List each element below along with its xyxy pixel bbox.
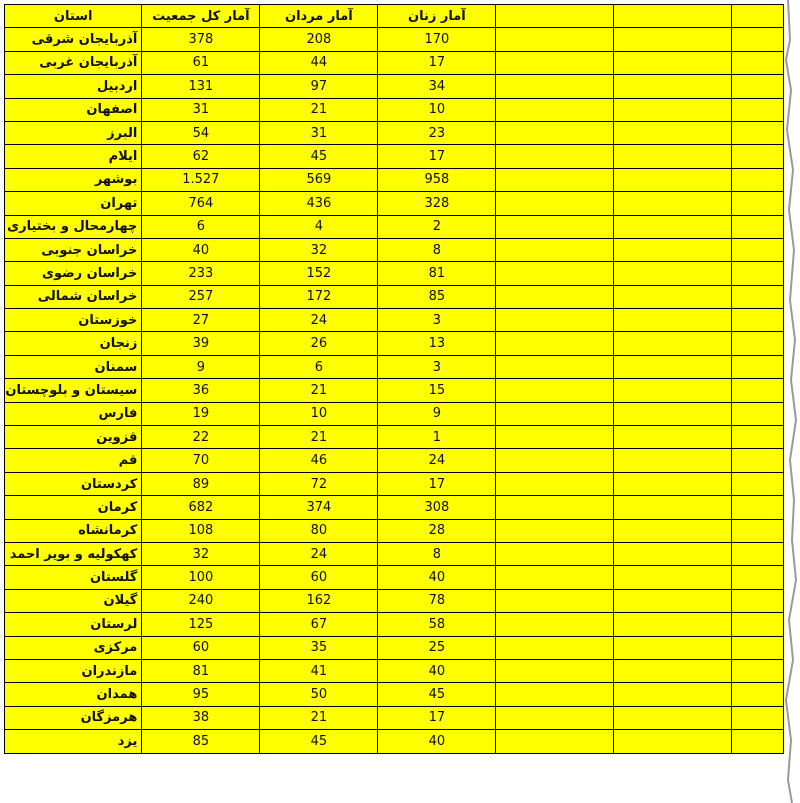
empty-cell[interactable] bbox=[614, 309, 732, 332]
table-row bbox=[5, 519, 784, 542]
women-cell[interactable]: 8 bbox=[378, 542, 496, 565]
table-row bbox=[5, 145, 784, 168]
empty-cell[interactable] bbox=[614, 355, 732, 378]
total-cell[interactable]: 131 bbox=[142, 75, 260, 98]
empty-cell[interactable] bbox=[614, 542, 732, 565]
province-cell[interactable]: سیستان و بلوچستان bbox=[5, 379, 142, 402]
men-cell[interactable]: 45 bbox=[260, 145, 378, 168]
men-cell[interactable]: 152 bbox=[260, 262, 378, 285]
empty-cell[interactable] bbox=[614, 379, 732, 402]
men-cell[interactable]: 208 bbox=[260, 28, 378, 51]
empty-cell[interactable] bbox=[496, 706, 614, 729]
total-cell[interactable]: 6 bbox=[142, 215, 260, 238]
province-cell[interactable]: گلستان bbox=[5, 566, 142, 589]
province-cell[interactable]: کهکولیه و بویر احمد bbox=[5, 542, 142, 565]
table-row bbox=[5, 542, 784, 565]
men-cell[interactable]: 172 bbox=[260, 285, 378, 308]
empty-cell[interactable] bbox=[614, 636, 732, 659]
empty-cell[interactable] bbox=[614, 51, 732, 74]
total-cell[interactable]: 70 bbox=[142, 449, 260, 472]
total-cell[interactable]: 32 bbox=[142, 542, 260, 565]
empty-cell[interactable] bbox=[496, 730, 614, 753]
empty-cell[interactable] bbox=[614, 121, 732, 144]
men-cell[interactable]: 24 bbox=[260, 542, 378, 565]
province-cell[interactable]: ایلام bbox=[5, 145, 142, 168]
empty-cell[interactable] bbox=[496, 426, 614, 449]
empty-cell[interactable] bbox=[496, 449, 614, 472]
table-row bbox=[5, 28, 784, 51]
empty-cell[interactable] bbox=[614, 426, 732, 449]
province-cell[interactable]: آذربایجان شرقی bbox=[5, 28, 142, 51]
table-row bbox=[5, 309, 784, 332]
empty-cell[interactable] bbox=[496, 613, 614, 636]
empty-cell[interactable] bbox=[614, 566, 732, 589]
total-cell[interactable]: 31 bbox=[142, 98, 260, 121]
total-cell[interactable]: 62 bbox=[142, 145, 260, 168]
header-men[interactable]: آمار مردان bbox=[260, 5, 378, 28]
women-cell[interactable]: 40 bbox=[378, 730, 496, 753]
empty-cell[interactable] bbox=[496, 496, 614, 519]
province-cell[interactable]: چهارمحال و بختیاری bbox=[5, 215, 142, 238]
province-cell[interactable]: خراسان جنوبی bbox=[5, 238, 142, 261]
table-row bbox=[5, 75, 784, 98]
total-cell[interactable]: 1.527 bbox=[142, 168, 260, 191]
women-cell[interactable]: 17 bbox=[378, 145, 496, 168]
empty-cell[interactable] bbox=[614, 472, 732, 495]
empty-cell[interactable] bbox=[496, 309, 614, 332]
table-row bbox=[5, 402, 784, 425]
women-cell[interactable]: 40 bbox=[378, 659, 496, 682]
table-row bbox=[5, 355, 784, 378]
empty-cell[interactable] bbox=[614, 613, 732, 636]
total-cell[interactable]: 27 bbox=[142, 309, 260, 332]
women-cell[interactable]: 8 bbox=[378, 238, 496, 261]
women-cell[interactable]: 328 bbox=[378, 192, 496, 215]
table-row bbox=[5, 730, 784, 753]
province-cell[interactable]: همدان bbox=[5, 683, 142, 706]
total-cell[interactable]: 85 bbox=[142, 730, 260, 753]
empty-cell[interactable] bbox=[614, 285, 732, 308]
total-cell[interactable]: 54 bbox=[142, 121, 260, 144]
total-cell[interactable]: 378 bbox=[142, 28, 260, 51]
women-cell[interactable]: 25 bbox=[378, 636, 496, 659]
men-cell[interactable]: 32 bbox=[260, 238, 378, 261]
men-cell[interactable]: 67 bbox=[260, 613, 378, 636]
table-row bbox=[5, 449, 784, 472]
women-cell[interactable]: 78 bbox=[378, 589, 496, 612]
empty-cell[interactable] bbox=[614, 238, 732, 261]
empty-cell[interactable] bbox=[496, 192, 614, 215]
empty-cell[interactable] bbox=[614, 98, 732, 121]
empty-cell[interactable] bbox=[496, 5, 614, 28]
table-row bbox=[5, 636, 784, 659]
total-cell[interactable]: 19 bbox=[142, 402, 260, 425]
men-cell[interactable]: 21 bbox=[260, 426, 378, 449]
empty-cell[interactable] bbox=[496, 379, 614, 402]
women-cell[interactable]: 58 bbox=[378, 613, 496, 636]
province-cell[interactable]: خراسان رضوی bbox=[5, 262, 142, 285]
men-cell[interactable]: 31 bbox=[260, 121, 378, 144]
total-cell[interactable]: 89 bbox=[142, 472, 260, 495]
table-row bbox=[5, 238, 784, 261]
table-row bbox=[5, 659, 784, 682]
total-cell[interactable]: 81 bbox=[142, 659, 260, 682]
women-cell[interactable]: 3 bbox=[378, 309, 496, 332]
men-cell[interactable]: 4 bbox=[260, 215, 378, 238]
province-cell[interactable]: آذربایجان غربی bbox=[5, 51, 142, 74]
women-cell[interactable]: 308 bbox=[378, 496, 496, 519]
men-cell[interactable]: 46 bbox=[260, 449, 378, 472]
total-cell[interactable]: 40 bbox=[142, 238, 260, 261]
province-cell[interactable]: خراسان شمالی bbox=[5, 285, 142, 308]
province-cell[interactable]: گیلان bbox=[5, 589, 142, 612]
empty-cell[interactable] bbox=[614, 5, 732, 28]
total-cell[interactable]: 95 bbox=[142, 683, 260, 706]
province-cell[interactable]: قزوین bbox=[5, 426, 142, 449]
men-cell[interactable]: 26 bbox=[260, 332, 378, 355]
table-row bbox=[5, 332, 784, 355]
province-cell[interactable]: کردستان bbox=[5, 472, 142, 495]
table-row bbox=[5, 98, 784, 121]
empty-cell[interactable] bbox=[614, 659, 732, 682]
total-cell[interactable]: 100 bbox=[142, 566, 260, 589]
empty-cell[interactable] bbox=[496, 472, 614, 495]
header-row bbox=[5, 5, 784, 28]
empty-cell[interactable] bbox=[614, 145, 732, 168]
header-total[interactable]: آمار کل جمعیت bbox=[142, 5, 260, 28]
women-cell[interactable]: 24 bbox=[378, 449, 496, 472]
province-cell[interactable]: قم bbox=[5, 449, 142, 472]
empty-cell[interactable] bbox=[496, 519, 614, 542]
header-women[interactable]: آمار زنان bbox=[378, 5, 496, 28]
province-cell[interactable]: زنجان bbox=[5, 332, 142, 355]
men-cell[interactable]: 72 bbox=[260, 472, 378, 495]
table-row bbox=[5, 566, 784, 589]
table-row bbox=[5, 51, 784, 74]
empty-cell[interactable] bbox=[496, 402, 614, 425]
empty-cell[interactable] bbox=[496, 636, 614, 659]
total-cell[interactable]: 125 bbox=[142, 613, 260, 636]
empty-cell[interactable] bbox=[614, 215, 732, 238]
province-cell[interactable]: یزد bbox=[5, 730, 142, 753]
men-cell[interactable]: 60 bbox=[260, 566, 378, 589]
total-cell[interactable]: 682 bbox=[142, 496, 260, 519]
total-cell[interactable]: 60 bbox=[142, 636, 260, 659]
men-cell[interactable]: 162 bbox=[260, 589, 378, 612]
men-cell[interactable]: 50 bbox=[260, 683, 378, 706]
total-cell[interactable]: 9 bbox=[142, 355, 260, 378]
men-cell[interactable]: 44 bbox=[260, 51, 378, 74]
province-cell[interactable]: تهران bbox=[5, 192, 142, 215]
women-cell[interactable]: 17 bbox=[378, 706, 496, 729]
women-cell[interactable]: 23 bbox=[378, 121, 496, 144]
province-cell[interactable]: مرکزی bbox=[5, 636, 142, 659]
empty-cell[interactable] bbox=[614, 75, 732, 98]
women-cell[interactable]: 15 bbox=[378, 379, 496, 402]
torn-edge bbox=[760, 0, 800, 803]
women-cell[interactable]: 81 bbox=[378, 262, 496, 285]
table-row bbox=[5, 285, 784, 308]
women-cell[interactable]: 34 bbox=[378, 75, 496, 98]
men-cell[interactable]: 80 bbox=[260, 519, 378, 542]
empty-cell[interactable] bbox=[496, 355, 614, 378]
women-cell[interactable]: 40 bbox=[378, 566, 496, 589]
empty-cell[interactable] bbox=[614, 519, 732, 542]
province-cell[interactable]: هرمزگان bbox=[5, 706, 142, 729]
empty-cell[interactable] bbox=[614, 706, 732, 729]
table-row bbox=[5, 426, 784, 449]
empty-cell[interactable] bbox=[496, 589, 614, 612]
table-row bbox=[5, 589, 784, 612]
province-cell[interactable]: سمنان bbox=[5, 355, 142, 378]
men-cell[interactable]: 35 bbox=[260, 636, 378, 659]
women-cell[interactable]: 85 bbox=[378, 285, 496, 308]
province-cell[interactable]: البرز bbox=[5, 121, 142, 144]
men-cell[interactable]: 569 bbox=[260, 168, 378, 191]
men-cell[interactable]: 97 bbox=[260, 75, 378, 98]
empty-cell[interactable] bbox=[496, 168, 614, 191]
empty-cell[interactable] bbox=[496, 542, 614, 565]
women-cell[interactable]: 1 bbox=[378, 426, 496, 449]
total-cell[interactable]: 764 bbox=[142, 192, 260, 215]
table-row bbox=[5, 192, 784, 215]
total-cell[interactable]: 233 bbox=[142, 262, 260, 285]
empty-cell[interactable] bbox=[614, 683, 732, 706]
table-row bbox=[5, 472, 784, 495]
empty-cell[interactable] bbox=[614, 402, 732, 425]
empty-cell[interactable] bbox=[496, 75, 614, 98]
men-cell[interactable]: 24 bbox=[260, 309, 378, 332]
empty-cell[interactable] bbox=[496, 215, 614, 238]
empty-cell[interactable] bbox=[614, 28, 732, 51]
women-cell[interactable]: 3 bbox=[378, 355, 496, 378]
empty-cell[interactable] bbox=[496, 659, 614, 682]
women-cell[interactable]: 10 bbox=[378, 98, 496, 121]
table-row bbox=[5, 121, 784, 144]
province-cell[interactable]: لرستان bbox=[5, 613, 142, 636]
empty-cell[interactable] bbox=[496, 285, 614, 308]
empty-cell[interactable] bbox=[614, 332, 732, 355]
table-row bbox=[5, 613, 784, 636]
empty-cell[interactable] bbox=[496, 121, 614, 144]
men-cell[interactable]: 6 bbox=[260, 355, 378, 378]
province-cell[interactable]: اصفهان bbox=[5, 98, 142, 121]
empty-cell[interactable] bbox=[496, 51, 614, 74]
table-row bbox=[5, 215, 784, 238]
total-cell[interactable]: 257 bbox=[142, 285, 260, 308]
province-cell[interactable]: بوشهر bbox=[5, 168, 142, 191]
total-cell[interactable]: 61 bbox=[142, 51, 260, 74]
empty-cell[interactable] bbox=[614, 449, 732, 472]
men-cell[interactable]: 10 bbox=[260, 402, 378, 425]
empty-cell[interactable] bbox=[496, 332, 614, 355]
men-cell[interactable]: 436 bbox=[260, 192, 378, 215]
province-cell[interactable]: کرمانشاه bbox=[5, 519, 142, 542]
province-cell[interactable]: کرمان bbox=[5, 496, 142, 519]
total-cell[interactable]: 39 bbox=[142, 332, 260, 355]
women-cell[interactable]: 17 bbox=[378, 472, 496, 495]
men-cell[interactable]: 21 bbox=[260, 98, 378, 121]
total-cell[interactable]: 108 bbox=[142, 519, 260, 542]
empty-cell[interactable] bbox=[496, 98, 614, 121]
province-statistics-table bbox=[4, 4, 784, 754]
men-cell[interactable]: 45 bbox=[260, 730, 378, 753]
province-cell[interactable]: خوزستان bbox=[5, 309, 142, 332]
table-row bbox=[5, 683, 784, 706]
empty-cell[interactable] bbox=[614, 262, 732, 285]
women-cell[interactable]: 13 bbox=[378, 332, 496, 355]
total-cell[interactable]: 36 bbox=[142, 379, 260, 402]
table-row bbox=[5, 379, 784, 402]
table-row bbox=[5, 706, 784, 729]
women-cell[interactable]: 17 bbox=[378, 51, 496, 74]
women-cell[interactable]: 2 bbox=[378, 215, 496, 238]
province-cell[interactable]: مازندران bbox=[5, 659, 142, 682]
empty-cell[interactable] bbox=[614, 192, 732, 215]
women-cell[interactable]: 45 bbox=[378, 683, 496, 706]
empty-cell[interactable] bbox=[496, 683, 614, 706]
empty-cell[interactable] bbox=[496, 262, 614, 285]
men-cell[interactable]: 41 bbox=[260, 659, 378, 682]
women-cell[interactable]: 958 bbox=[378, 168, 496, 191]
empty-cell[interactable] bbox=[614, 589, 732, 612]
province-cell[interactable]: فارس bbox=[5, 402, 142, 425]
empty-cell[interactable] bbox=[496, 566, 614, 589]
women-cell[interactable]: 170 bbox=[378, 28, 496, 51]
header-province[interactable]: استان bbox=[5, 5, 142, 28]
empty-cell[interactable] bbox=[496, 145, 614, 168]
table-row bbox=[5, 262, 784, 285]
men-cell[interactable]: 21 bbox=[260, 706, 378, 729]
women-cell[interactable]: 9 bbox=[378, 402, 496, 425]
men-cell[interactable]: 374 bbox=[260, 496, 378, 519]
province-cell[interactable]: اردبیل bbox=[5, 75, 142, 98]
men-cell[interactable]: 21 bbox=[260, 379, 378, 402]
empty-cell[interactable] bbox=[614, 168, 732, 191]
empty-cell[interactable] bbox=[614, 496, 732, 519]
total-cell[interactable]: 240 bbox=[142, 589, 260, 612]
empty-cell[interactable] bbox=[614, 730, 732, 753]
table-row bbox=[5, 496, 784, 519]
women-cell[interactable]: 28 bbox=[378, 519, 496, 542]
empty-cell[interactable] bbox=[496, 28, 614, 51]
table-row bbox=[5, 168, 784, 191]
total-cell[interactable]: 22 bbox=[142, 426, 260, 449]
empty-cell[interactable] bbox=[496, 238, 614, 261]
total-cell[interactable]: 38 bbox=[142, 706, 260, 729]
